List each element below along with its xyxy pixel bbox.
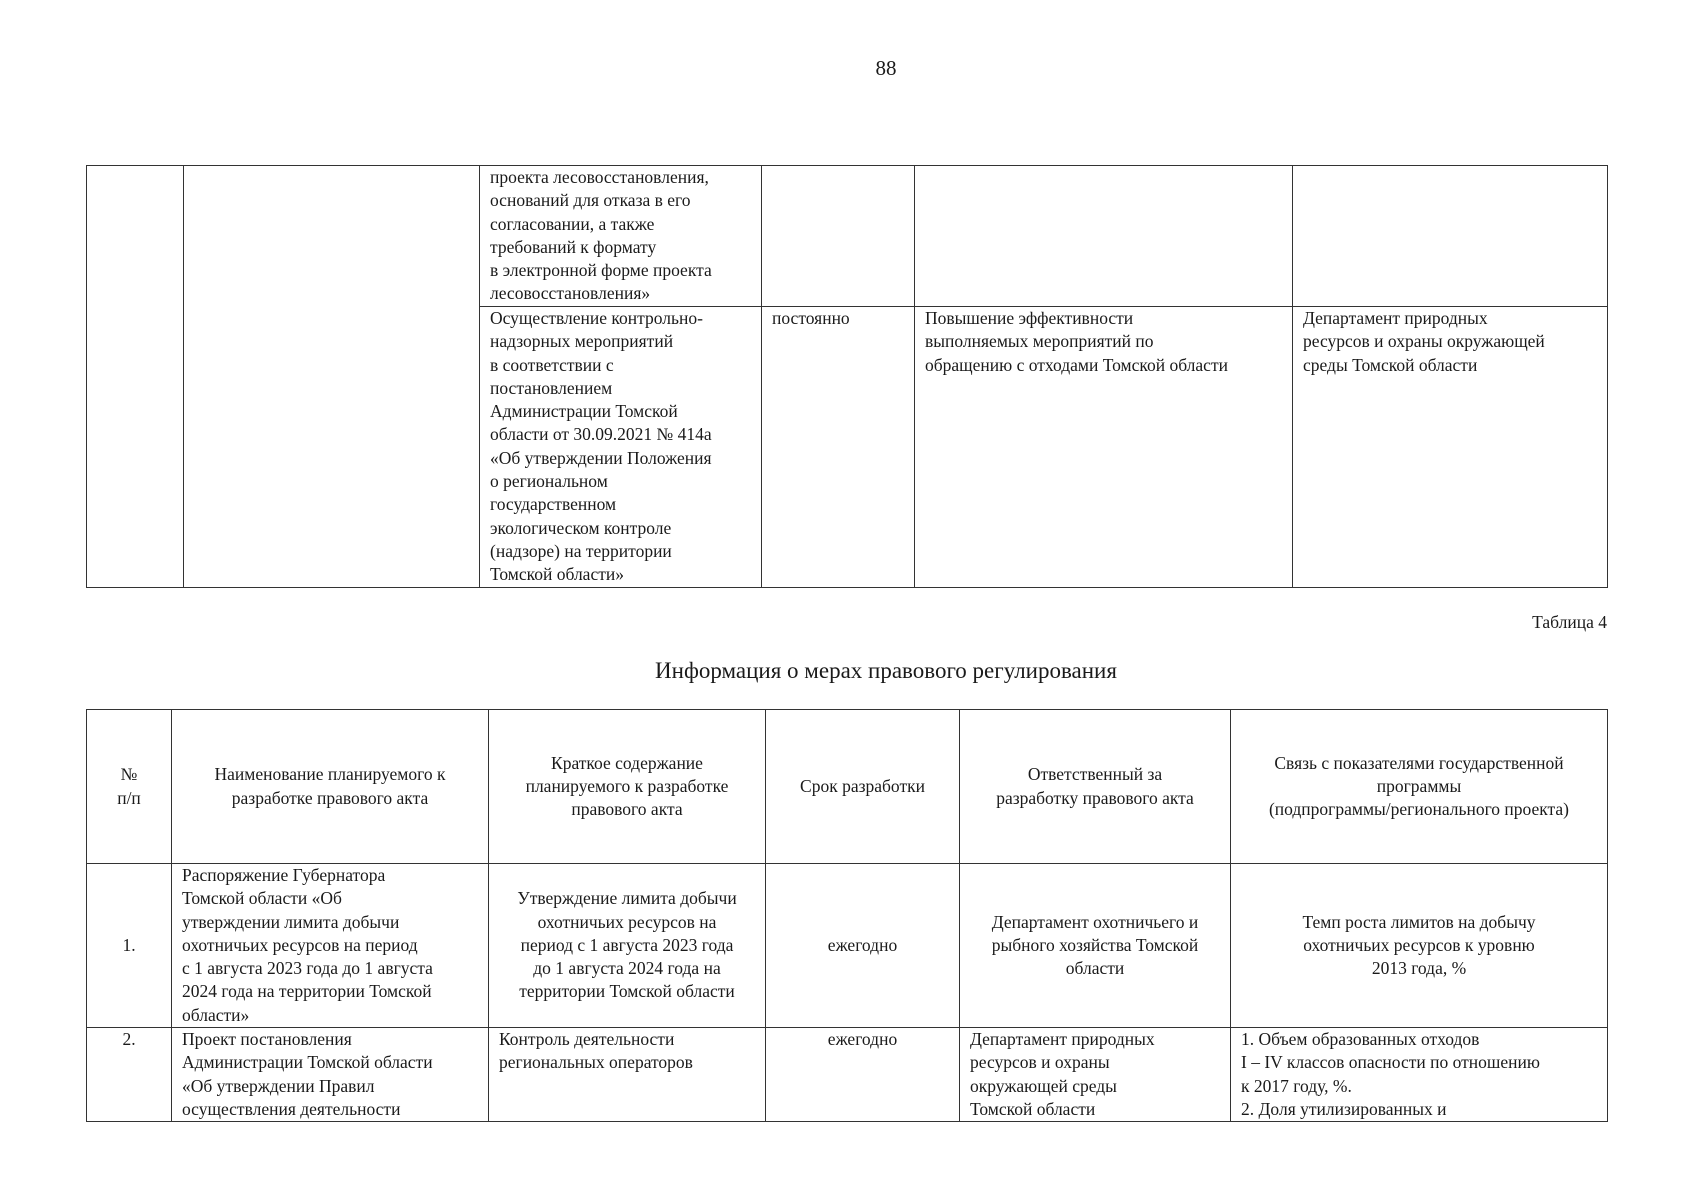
- column-header-responsible: Ответственный за разработку правового акта: [960, 710, 1231, 864]
- table-cell: [87, 166, 184, 588]
- responsible-body: Департамент охотничьего и рыбного хозяйства Томской области: [960, 864, 1231, 1028]
- act-summary: Контроль деятельности региональных операторов: [489, 1028, 766, 1122]
- responsible-body: Департамент природных ресурсов и охраны окружающей среды Томской области: [960, 1028, 1231, 1122]
- table-header-row: [87, 710, 1608, 864]
- row-number: 1.: [87, 864, 172, 1028]
- table-title: Информация о мерах правового регулирования: [655, 658, 1117, 683]
- table-row: [87, 166, 1608, 307]
- table-cell: [915, 166, 1293, 307]
- table-cell: [1293, 166, 1608, 307]
- page-number: 88: [875, 56, 897, 80]
- table-cell: постоянно: [762, 307, 915, 588]
- continuation-table: [86, 165, 1608, 588]
- table-cell: [762, 166, 915, 307]
- table-label: Таблица 4: [1532, 612, 1607, 632]
- act-name: Проект постановления Администрации Томской области «Об утверждении Правил осуществления деятельности: [172, 1028, 489, 1122]
- column-header-indicators: Связь с показателями государственной программы (подпрограммы/регионального проекта): [1231, 710, 1608, 864]
- table-cell: проекта лесовосстановления, оснований для отказа в его согласовании, а также требований к формату в электронной форме проекта лесовосстановления»: [480, 166, 762, 307]
- development-term: ежегодно: [766, 1028, 960, 1122]
- table-row: [87, 864, 1608, 1028]
- column-header-term: Срок разработки: [766, 710, 960, 864]
- table-cell: [184, 166, 480, 588]
- column-header-summary: Краткое содержание планируемого к разработке правового акта: [489, 710, 766, 864]
- legal-measures-table: [86, 709, 1608, 1122]
- act-name: Распоряжение Губернатора Томской области «Об утверждении лимита добычи охотничьих ресурсов на период с 1 августа 2023 года до 1 августа 2024 года на территории Томской области»: [172, 864, 489, 1028]
- table-cell: Департамент природных ресурсов и охраны окружающей среды Томской области: [1293, 307, 1608, 588]
- column-header-act-name: Наименование планируемого к разработке правового акта: [172, 710, 489, 864]
- column-header-number: № п/п: [87, 710, 172, 864]
- act-summary: Утверждение лимита добычи охотничьих ресурсов на период с 1 августа 2023 года до 1 августа 2024 года на территории Томской области: [489, 864, 766, 1028]
- table-row: [87, 1028, 1608, 1122]
- program-indicators: Темп роста лимитов на добычу охотничьих ресурсов к уровню 2013 года, %: [1231, 864, 1608, 1028]
- table-cell: Повышение эффективности выполняемых мероприятий по обращению с отходами Томской области: [915, 307, 1293, 588]
- development-term: ежегодно: [766, 864, 960, 1028]
- table-cell: Осуществление контрольно- надзорных мероприятий в соответствии с постановлением Администрации Томской области от 30.09.2021 № 414а «Об утверждении Положения о региональном государственном экологическом контроле (надзоре) на территории Томской области»: [480, 307, 762, 588]
- row-number: 2.: [87, 1028, 172, 1122]
- program-indicators: 1. Объем образованных отходов I – IV классов опасности по отношению к 2017 году, %. 2. Доля утилизированных и: [1231, 1028, 1608, 1122]
